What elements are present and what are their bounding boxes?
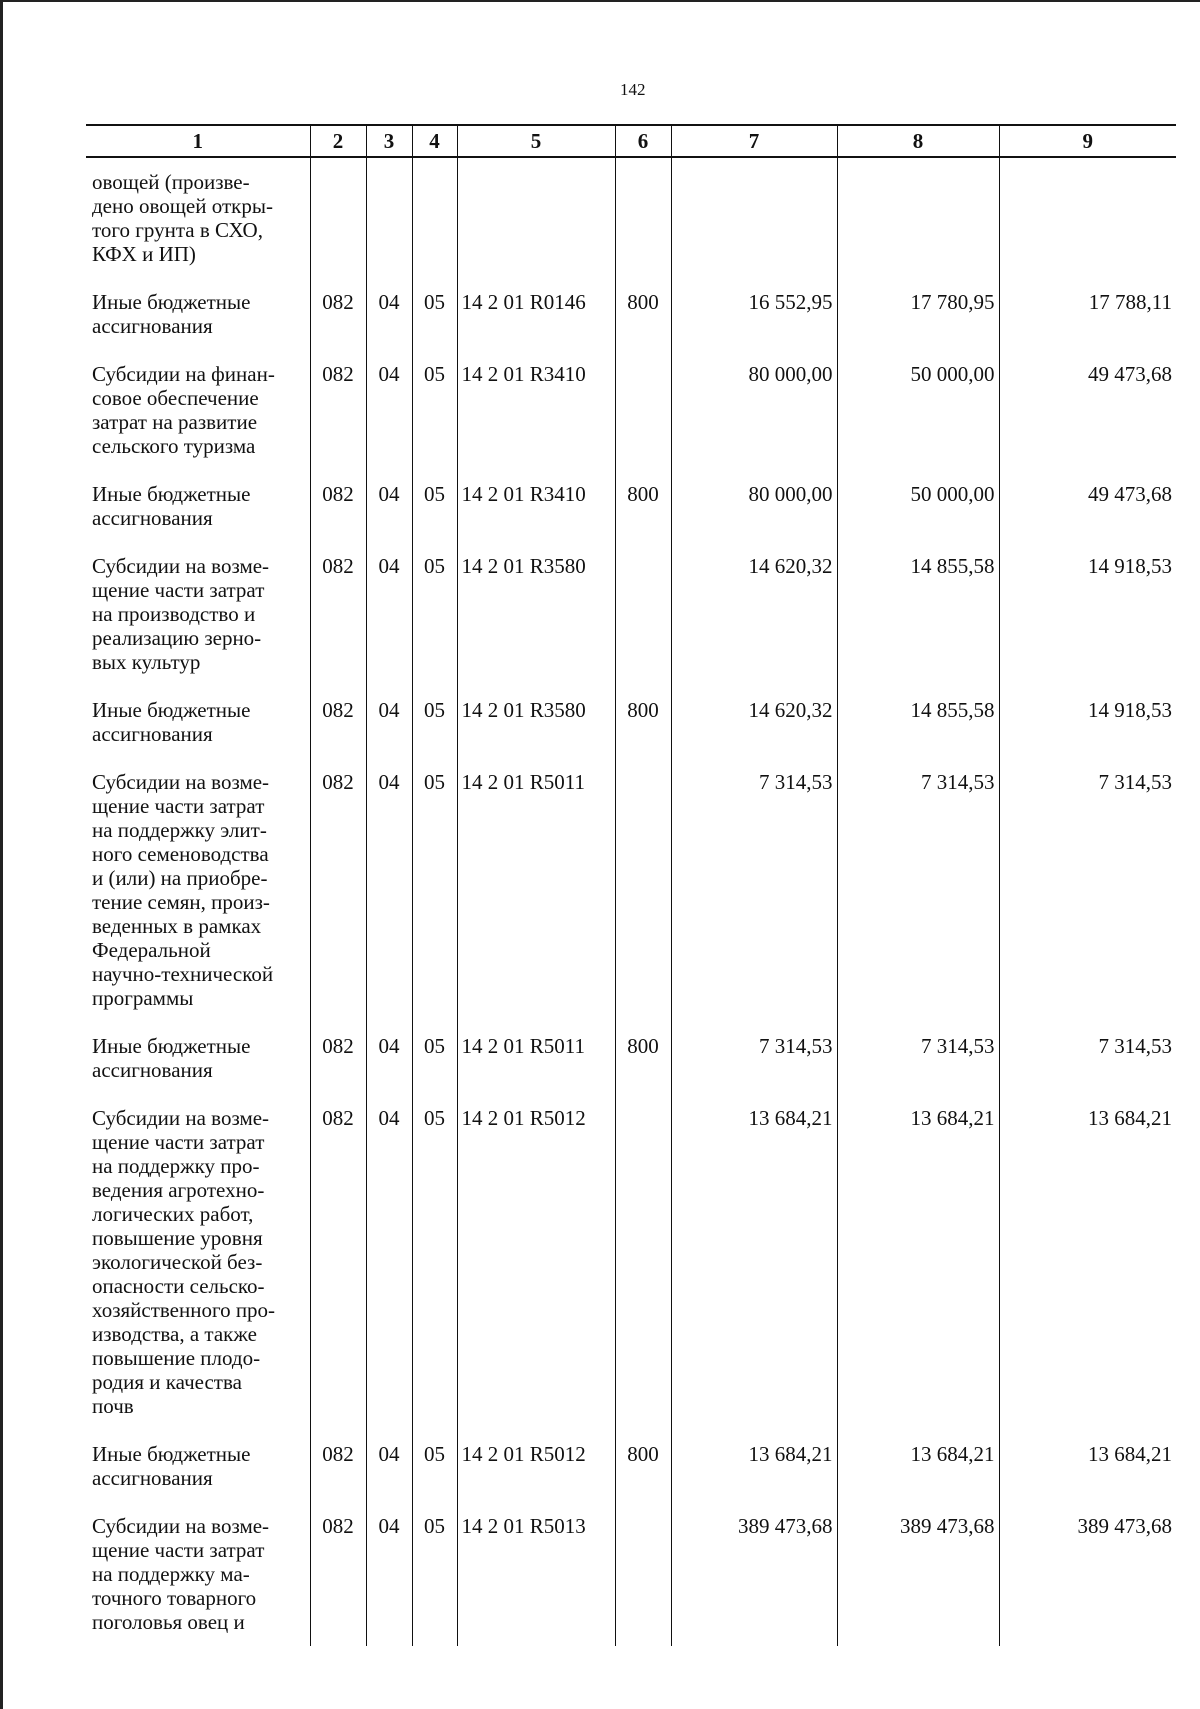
section-code: 082 <box>310 1022 366 1094</box>
amount-col-7: 80 000,00 <box>671 350 837 470</box>
subchapter-code: 05 <box>412 350 457 470</box>
row-name: овощей (произве- дено овощей откры- того грунта в СХО, КФХ и ИП) <box>92 170 273 266</box>
amount-col-7: 7 314,53 <box>671 1022 837 1094</box>
section-code: 082 <box>310 470 366 542</box>
amount-col-8 <box>837 157 999 278</box>
target-article-code: 14 2 01 R5012 <box>457 1094 615 1430</box>
amount-col-8: 13 684,21 <box>837 1430 999 1502</box>
scan-edge-top <box>0 0 1200 2</box>
subchapter-code: 05 <box>412 1502 457 1646</box>
expense-type-code: 800 <box>615 470 671 542</box>
section-code: 082 <box>310 278 366 350</box>
row-name-cell <box>86 1502 310 1646</box>
header-row <box>86 125 1176 157</box>
section-code: 082 <box>310 758 366 1022</box>
row-name: Субсидии на возме- щение части затрат на поддержку ма- точного товарного поголовья овец и <box>92 1514 270 1634</box>
table-row <box>86 758 1176 1022</box>
row-name-cell <box>86 758 310 1022</box>
col-header-3: 3 <box>366 125 412 157</box>
target-article-code: 14 2 01 R3580 <box>457 542 615 686</box>
amount-col-7: 389 473,68 <box>671 1502 837 1646</box>
expense-type-code <box>615 157 671 278</box>
section-code: 082 <box>310 1094 366 1430</box>
amount-col-9: 13 684,21 <box>999 1094 1176 1430</box>
amount-col-8: 14 855,58 <box>837 686 999 758</box>
table-row <box>86 1502 1176 1646</box>
target-article-code: 14 2 01 R0146 <box>457 278 615 350</box>
row-name-cell <box>86 350 310 470</box>
amount-col-9: 49 473,68 <box>999 470 1176 542</box>
expense-type-code <box>615 542 671 686</box>
row-name: Субсидии на возме- щение части затрат на производство и реализацию зерно- вых культур <box>92 554 270 674</box>
row-name: Иные бюджетные ассигнования <box>92 1034 251 1082</box>
table-body <box>86 157 1176 1646</box>
table-row <box>86 542 1176 686</box>
row-name: Иные бюджетные ассигнования <box>92 698 251 746</box>
amount-col-7: 80 000,00 <box>671 470 837 542</box>
target-article-code: 14 2 01 R5012 <box>457 1430 615 1502</box>
amount-col-9: 7 314,53 <box>999 1022 1176 1094</box>
subchapter-code: 05 <box>412 758 457 1022</box>
col-header-7: 7 <box>671 125 837 157</box>
amount-col-7: 14 620,32 <box>671 686 837 758</box>
budget-table <box>86 124 1176 1646</box>
row-name: Субсидии на возме- щение части затрат на поддержку элит- ного семеноводства и (или) на приобре- тение семян, произ- веденных в рамках Федеральной научно-технической программы <box>92 770 274 1010</box>
subchapter-code: 05 <box>412 1094 457 1430</box>
amount-col-7 <box>671 157 837 278</box>
chapter-code: 04 <box>366 470 412 542</box>
amount-col-9: 14 918,53 <box>999 686 1176 758</box>
row-name-cell <box>86 157 310 278</box>
subchapter-code: 05 <box>412 542 457 686</box>
row-name: Иные бюджетные ассигнования <box>92 290 251 338</box>
col-header-1: 1 <box>86 125 310 157</box>
expense-type-code <box>615 1094 671 1430</box>
table-row <box>86 350 1176 470</box>
col-header-8: 8 <box>837 125 999 157</box>
target-article-code <box>457 157 615 278</box>
row-name-cell <box>86 1430 310 1502</box>
row-name-cell <box>86 686 310 758</box>
amount-col-7: 7 314,53 <box>671 758 837 1022</box>
table-row <box>86 157 1176 278</box>
section-code <box>310 157 366 278</box>
row-name-cell <box>86 1022 310 1094</box>
target-article-code: 14 2 01 R3410 <box>457 350 615 470</box>
target-article-code: 14 2 01 R5011 <box>457 1022 615 1094</box>
amount-col-7: 13 684,21 <box>671 1094 837 1430</box>
col-header-4: 4 <box>412 125 457 157</box>
amount-col-9: 7 314,53 <box>999 758 1176 1022</box>
amount-col-9: 49 473,68 <box>999 350 1176 470</box>
chapter-code: 04 <box>366 278 412 350</box>
subchapter-code: 05 <box>412 686 457 758</box>
amount-col-8: 17 780,95 <box>837 278 999 350</box>
table-row <box>86 470 1176 542</box>
table-row <box>86 686 1176 758</box>
expense-type-code: 800 <box>615 1430 671 1502</box>
row-name: Иные бюджетные ассигнования <box>92 482 251 530</box>
subchapter-code: 05 <box>412 1022 457 1094</box>
row-name-cell <box>86 470 310 542</box>
row-name-cell <box>86 278 310 350</box>
amount-col-8: 7 314,53 <box>837 1022 999 1094</box>
chapter-code: 04 <box>366 542 412 686</box>
amount-col-8: 14 855,58 <box>837 542 999 686</box>
col-header-9: 9 <box>999 125 1176 157</box>
chapter-code: 04 <box>366 758 412 1022</box>
row-name: Иные бюджетные ассигнования <box>92 1442 251 1490</box>
expense-type-code <box>615 350 671 470</box>
section-code: 082 <box>310 1502 366 1646</box>
chapter-code: 04 <box>366 686 412 758</box>
amount-col-9: 389 473,68 <box>999 1502 1176 1646</box>
target-article-code: 14 2 01 R3580 <box>457 686 615 758</box>
expense-type-code <box>615 758 671 1022</box>
amount-col-9: 17 788,11 <box>999 278 1176 350</box>
amount-col-9: 14 918,53 <box>999 542 1176 686</box>
col-header-6: 6 <box>615 125 671 157</box>
subchapter-code: 05 <box>412 278 457 350</box>
section-code: 082 <box>310 542 366 686</box>
subchapter-code <box>412 157 457 278</box>
table-row <box>86 1094 1176 1430</box>
chapter-code: 04 <box>366 1502 412 1646</box>
scan-edge-left <box>0 0 3 1709</box>
table-row <box>86 1022 1176 1094</box>
subchapter-code: 05 <box>412 1430 457 1502</box>
page-number: 142 <box>620 80 646 99</box>
row-name-cell <box>86 542 310 686</box>
row-name: Субсидии на финан- совое обеспечение затрат на развитие сельского туризма <box>92 362 275 458</box>
target-article-code: 14 2 01 R5013 <box>457 1502 615 1646</box>
amount-col-9: 13 684,21 <box>999 1430 1176 1502</box>
subchapter-code: 05 <box>412 470 457 542</box>
amount-col-8: 13 684,21 <box>837 1094 999 1430</box>
section-code: 082 <box>310 686 366 758</box>
chapter-code: 04 <box>366 1094 412 1430</box>
chapter-code <box>366 157 412 278</box>
chapter-code: 04 <box>366 1430 412 1502</box>
section-code: 082 <box>310 1430 366 1502</box>
chapter-code: 04 <box>366 350 412 470</box>
chapter-code: 04 <box>366 1022 412 1094</box>
expense-type-code: 800 <box>615 686 671 758</box>
target-article-code: 14 2 01 R3410 <box>457 470 615 542</box>
amount-col-7: 14 620,32 <box>671 542 837 686</box>
target-article-code: 14 2 01 R5011 <box>457 758 615 1022</box>
amount-col-8: 7 314,53 <box>837 758 999 1022</box>
amount-col-8: 50 000,00 <box>837 350 999 470</box>
expense-type-code: 800 <box>615 278 671 350</box>
expense-type-code: 800 <box>615 1022 671 1094</box>
amount-col-8: 50 000,00 <box>837 470 999 542</box>
col-header-2: 2 <box>310 125 366 157</box>
row-name-cell <box>86 1094 310 1430</box>
section-code: 082 <box>310 350 366 470</box>
row-name: Субсидии на возме- щение части затрат на поддержку про- ведения агротехно- логических работ, повышение уровня экологической без- опасности сельско- хозяйственного про- изводства, а также повышение плодо- родия и качества почв <box>92 1106 276 1418</box>
table-row <box>86 1430 1176 1502</box>
amount-col-8: 389 473,68 <box>837 1502 999 1646</box>
amount-col-7: 16 552,95 <box>671 278 837 350</box>
amount-col-7: 13 684,21 <box>671 1430 837 1502</box>
table-row <box>86 278 1176 350</box>
col-header-5: 5 <box>457 125 615 157</box>
expense-type-code <box>615 1502 671 1646</box>
amount-col-9 <box>999 157 1176 278</box>
